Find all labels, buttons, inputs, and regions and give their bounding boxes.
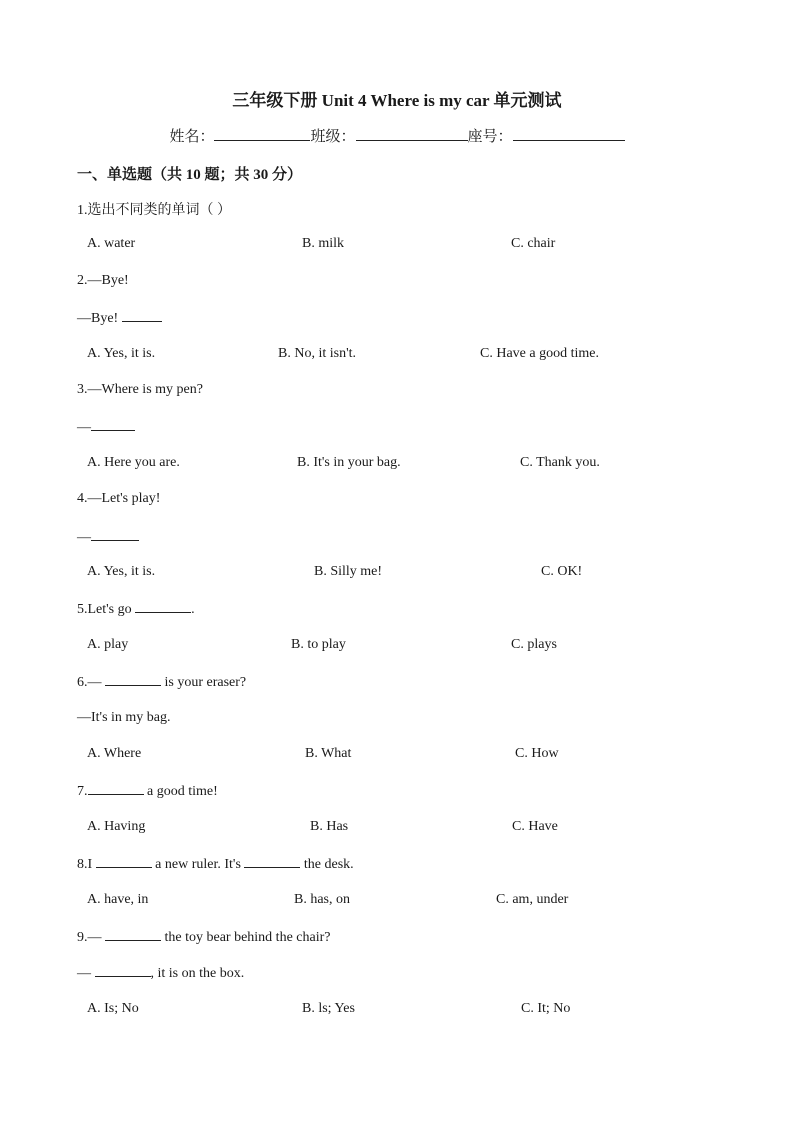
question-5-option-a: A. play <box>87 637 129 652</box>
question-9-text: the toy bear behind the chair? <box>164 930 331 945</box>
question-9-option-b: B. ls; Yes <box>302 1001 355 1016</box>
question-6-line-1 <box>77 673 246 691</box>
answer-blank <box>96 855 152 868</box>
question-6-line-2: —It's in my bag. <box>77 710 171 725</box>
question-4-dash: — <box>77 530 91 545</box>
question-1-option-c: C. chair <box>511 236 556 251</box>
answer-blank <box>91 418 135 431</box>
question-3-option-a: A. Here you are. <box>87 455 180 470</box>
question-2-option-c: C. Have a good time. <box>480 346 599 361</box>
question-9-option-a: A. Is; No <box>87 1001 139 1016</box>
question-8-start: 8.I <box>77 857 93 872</box>
question-3-line-2 <box>77 418 135 436</box>
question-4-option-b: B. Silly me! <box>314 564 383 579</box>
answer-blank <box>105 673 161 686</box>
question-4-option-a: A. Yes, it is. <box>87 564 156 579</box>
section-heading: 一、单选题（共 10 题；共 30 分） <box>77 167 303 183</box>
question-5-stem <box>77 600 195 618</box>
question-9-option-c: C. It; No <box>521 1001 571 1016</box>
page-title: 三年级下册 Unit 4 Where is my car 单元测试 <box>232 91 562 110</box>
question-5-text: 5.Let's go <box>77 602 132 617</box>
question-9-line-1 <box>77 928 330 946</box>
question-5-option-c: C. plays <box>511 637 557 652</box>
question-6-option-a: A. Where <box>87 746 142 761</box>
question-6-option-c: C. How <box>515 746 559 761</box>
question-4-option-c: C. OK! <box>541 564 583 579</box>
question-7-option-c: C. Have <box>512 819 558 834</box>
class-label: 班级： <box>310 129 356 145</box>
question-5-option-b: B. to play <box>291 637 346 652</box>
answer-blank <box>91 528 139 541</box>
question-3-line-1: 3.—Where is my pen? <box>77 382 203 397</box>
question-9-reply: , it is on the box. <box>150 966 245 981</box>
question-8-stem <box>77 855 354 873</box>
question-7-option-a: A. Having <box>87 819 146 834</box>
answer-blank <box>105 928 161 941</box>
question-8-option-a: A. have, in <box>87 892 149 907</box>
answer-blank <box>122 309 162 322</box>
answer-blank <box>244 855 300 868</box>
question-2-line-1: 2.—Bye! <box>77 273 129 288</box>
question-5-end: . <box>191 602 195 617</box>
question-9-dash: — <box>77 966 91 981</box>
question-4-line-1: 4.—Let's play! <box>77 491 161 506</box>
question-4-line-2 <box>77 528 139 546</box>
question-6-start: 6.— <box>77 675 102 690</box>
name-blank <box>214 126 310 141</box>
question-1-stem: 1.选出不同类的单词（ ） <box>77 203 231 218</box>
answer-blank <box>95 964 151 977</box>
question-9-line-2 <box>77 964 244 982</box>
question-8-end: the desk. <box>303 857 354 872</box>
question-6-option-b: B. What <box>305 746 352 761</box>
question-2-line-2 <box>77 309 162 327</box>
answer-blank <box>88 782 144 795</box>
student-info-line <box>0 125 794 146</box>
question-1-option-a: A. water <box>87 236 136 251</box>
question-7-stem <box>77 782 218 800</box>
question-7-start: 7. <box>77 784 88 799</box>
question-2-option-b: B. No, it isn't. <box>278 346 356 361</box>
question-3-dash: — <box>77 420 91 435</box>
question-7-option-b: B. Has <box>310 819 349 834</box>
question-6-text: is your eraser? <box>164 675 247 690</box>
answer-blank <box>135 600 191 613</box>
question-2-reply: —Bye! <box>77 311 119 326</box>
class-blank <box>356 126 468 141</box>
question-8-option-c: C. am, under <box>496 892 569 907</box>
seat-blank <box>513 126 625 141</box>
question-3-option-b: B. It's in your bag. <box>297 455 401 470</box>
question-2-option-a: A. Yes, it is. <box>87 346 156 361</box>
question-9-start: 9.— <box>77 930 102 945</box>
question-8-option-b: B. has, on <box>294 892 350 907</box>
name-label: 姓名： <box>169 129 215 145</box>
question-3-option-c: C. Thank you. <box>520 455 600 470</box>
question-8-middle: a new ruler. It's <box>155 857 241 872</box>
question-7-text: a good time! <box>147 784 218 799</box>
question-1-option-b: B. milk <box>302 236 345 251</box>
seat-label: 座号： <box>467 129 513 145</box>
